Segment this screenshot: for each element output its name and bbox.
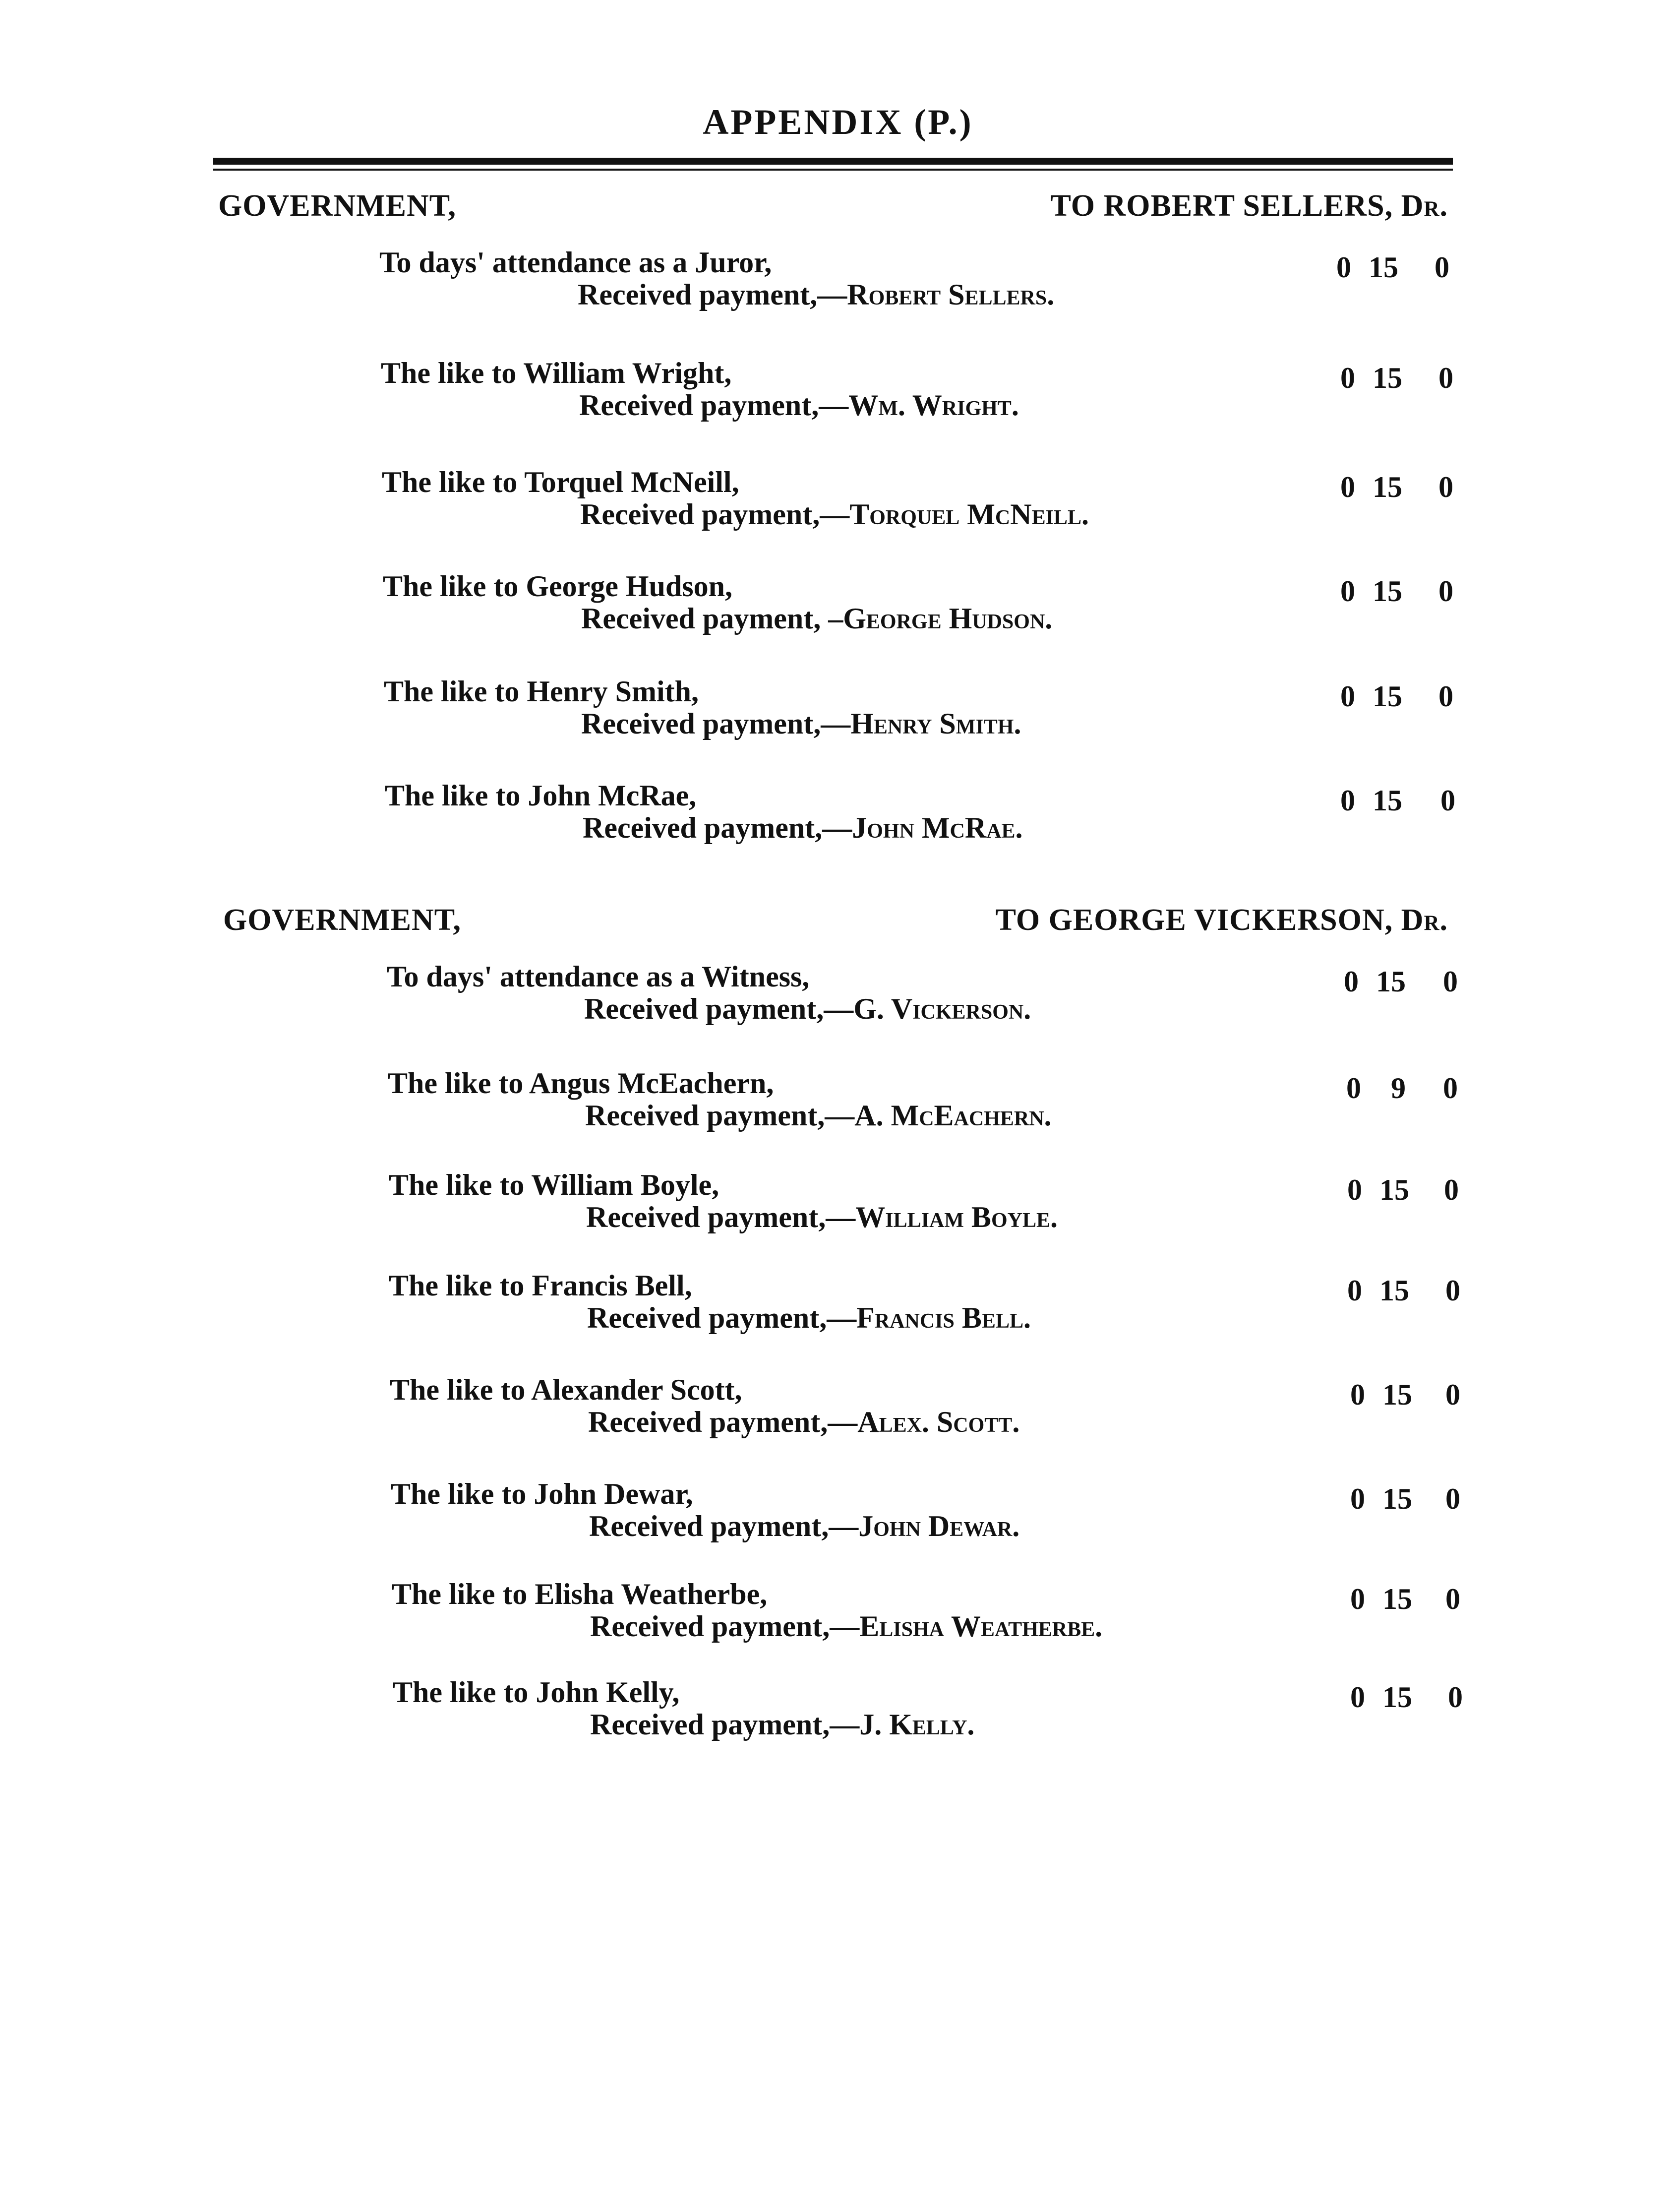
amount-shillings: 15 [1382,1583,1412,1615]
ledger-entry [0,465,1676,540]
receipt-signature: George Hudson. [843,602,1053,635]
amount-pounds: 0 [1340,362,1355,394]
amount-shillings: 15 [1373,680,1402,713]
receipt-signature: Henry Smith. [850,707,1021,740]
entry-description: The like to John Dewar, [391,1477,693,1510]
amount-pence: 0 [1438,362,1453,394]
receipt-signature: Robert Sellers. [847,278,1055,311]
receipt-signature: Wm. Wright. [848,389,1019,422]
entry-receipt [590,1609,1102,1644]
receipt-label: Received payment, – [581,602,843,635]
amount-pounds: 0 [1350,1482,1365,1515]
page-title: APPENDIX (P.) [703,102,973,142]
amount-pence: 0 [1445,1274,1460,1307]
entry-receipt [578,278,1054,312]
receipt-label: Received payment,— [590,1610,860,1643]
ledger-entry [0,1168,1676,1242]
receipt-signature: A. McEachern. [854,1099,1052,1132]
ledger-entry [0,246,1676,320]
entry-description: The like to Angus McEachern, [388,1067,774,1100]
receipt-signature: G. Vickerson. [853,992,1031,1025]
amount-pence: 0 [1438,680,1453,713]
ledger-entry [0,960,1676,1034]
receipt-label: Received payment,— [583,811,852,844]
ledger-entry [0,1269,1676,1343]
ledger-entry [0,1675,1676,1750]
amount-shillings: 15 [1376,965,1406,998]
receipt-label: Received payment,— [586,1201,856,1233]
entry-description: The like to Francis Bell, [389,1269,692,1302]
entry-receipt [584,992,1031,1026]
entry-receipt [589,1509,1019,1543]
entry-receipt [581,707,1021,741]
ledger-entry [0,1477,1676,1551]
amount-pence: 0 [1445,1482,1460,1515]
ledger-entry [0,356,1676,430]
ledger-entry [0,1577,1676,1652]
amount-pence: 0 [1445,1378,1460,1411]
receipt-label: Received payment,— [587,1301,857,1334]
receipt-signature: John McRae. [852,811,1023,844]
receipt-label: Received payment,— [590,1708,860,1741]
ledger-entry [0,569,1676,644]
receipt-label: Received payment,— [584,992,854,1025]
amount-pence: 0 [1435,251,1449,284]
creditor-name-1: TO ROBERT SELLERS, [1050,189,1393,223]
amount-pounds: 0 [1346,1072,1361,1105]
amount-pounds: 0 [1347,1274,1362,1307]
amount-pounds: 0 [1340,680,1355,713]
amount-shillings: 15 [1382,1681,1412,1714]
amount-shillings: 15 [1373,575,1402,608]
amount-pounds: 0 [1344,965,1359,998]
entry-description: The like to Henry Smith, [384,675,699,708]
entry-receipt [581,602,1052,636]
receipt-label: Received payment,— [588,1406,858,1438]
amount-shillings: 15 [1379,1274,1409,1307]
title-rule-thick [213,158,1453,165]
amount-shillings: 15 [1369,251,1398,284]
receipt-signature: John Dewar. [858,1510,1020,1542]
amount-pence: 0 [1443,965,1458,998]
amount-shillings: 15 [1373,362,1402,394]
entry-description: The like to John Kelly, [393,1676,680,1709]
receipt-label: Received payment,— [578,278,847,311]
entry-description: The like to William Boyle, [389,1168,719,1201]
debit-abbrev-1: Dr. [1401,189,1448,223]
debit-abbrev-2: Dr. [1401,903,1448,937]
amount-pence: 0 [1438,575,1453,608]
entry-description: The like to Elisha Weatherbe, [392,1578,768,1610]
amount-shillings: 15 [1373,784,1402,817]
amount-pounds: 0 [1340,784,1355,817]
entry-receipt [588,1405,1019,1439]
account-creditor-1 [1012,188,1448,224]
receipt-label: Received payment,— [585,1099,855,1132]
amount-pounds: 0 [1336,251,1351,284]
account-debtor-2: GOVERNMENT, [223,903,462,937]
receipt-label: Received payment,— [579,389,849,422]
ledger-entry [0,1373,1676,1447]
amount-shillings: 15 [1379,1173,1409,1206]
amount-pence: 0 [1440,784,1455,817]
amount-pounds: 0 [1350,1583,1365,1615]
amount-pounds: 0 [1340,471,1355,503]
account-debtor-1: GOVERNMENT, [218,189,457,223]
ledger-entry [0,675,1676,749]
entry-description: The like to George Hudson, [383,570,733,603]
entry-receipt [587,1301,1031,1335]
entry-description: The like to William Wright, [381,357,732,389]
receipt-signature: Francis Bell. [856,1301,1031,1334]
amount-pence: 0 [1448,1681,1463,1714]
entry-receipt [579,388,1019,423]
amount-pence: 0 [1445,1583,1460,1615]
entry-description: The like to John McRae, [385,779,697,812]
receipt-signature: Elisha Weatherbe. [859,1610,1103,1643]
receipt-label: Received payment,— [581,707,851,740]
amount-shillings: 15 [1373,471,1402,503]
entry-description: To days' attendance as a Witness, [387,960,810,993]
account-creditor-2 [962,903,1448,938]
amount-pence: 0 [1438,471,1453,503]
entry-receipt [580,497,1089,532]
amount-shillings: 9 [1391,1072,1406,1105]
amount-pence: 0 [1443,1072,1458,1105]
amount-pounds: 0 [1350,1378,1365,1411]
amount-shillings: 15 [1382,1482,1412,1515]
entry-receipt [590,1708,974,1742]
receipt-signature: Torquel McNeill. [849,498,1089,531]
creditor-name-2: TO GEORGE VICKERSON, [995,903,1393,937]
receipt-signature: Alex. Scott. [857,1406,1020,1438]
receipt-label: Received payment,— [580,498,850,531]
ledger-entry [0,779,1676,853]
receipt-label: Received payment,— [589,1510,859,1542]
receipt-signature: J. Kelly. [859,1708,975,1741]
entry-description: The like to Torquel McNeill, [382,466,739,498]
amount-pounds: 0 [1350,1681,1365,1714]
entry-receipt [583,811,1023,845]
entry-receipt [585,1099,1052,1133]
receipt-signature: William Boyle. [855,1201,1058,1233]
title-rule-thin [213,169,1453,171]
entry-description: The like to Alexander Scott, [390,1373,742,1406]
amount-pounds: 0 [1347,1173,1362,1206]
amount-shillings: 15 [1382,1378,1412,1411]
amount-pounds: 0 [1340,575,1355,608]
ledger-entry [0,1066,1676,1141]
entry-description: To days' attendance as a Juror, [379,246,772,279]
entry-receipt [586,1200,1058,1234]
amount-pence: 0 [1444,1173,1459,1206]
